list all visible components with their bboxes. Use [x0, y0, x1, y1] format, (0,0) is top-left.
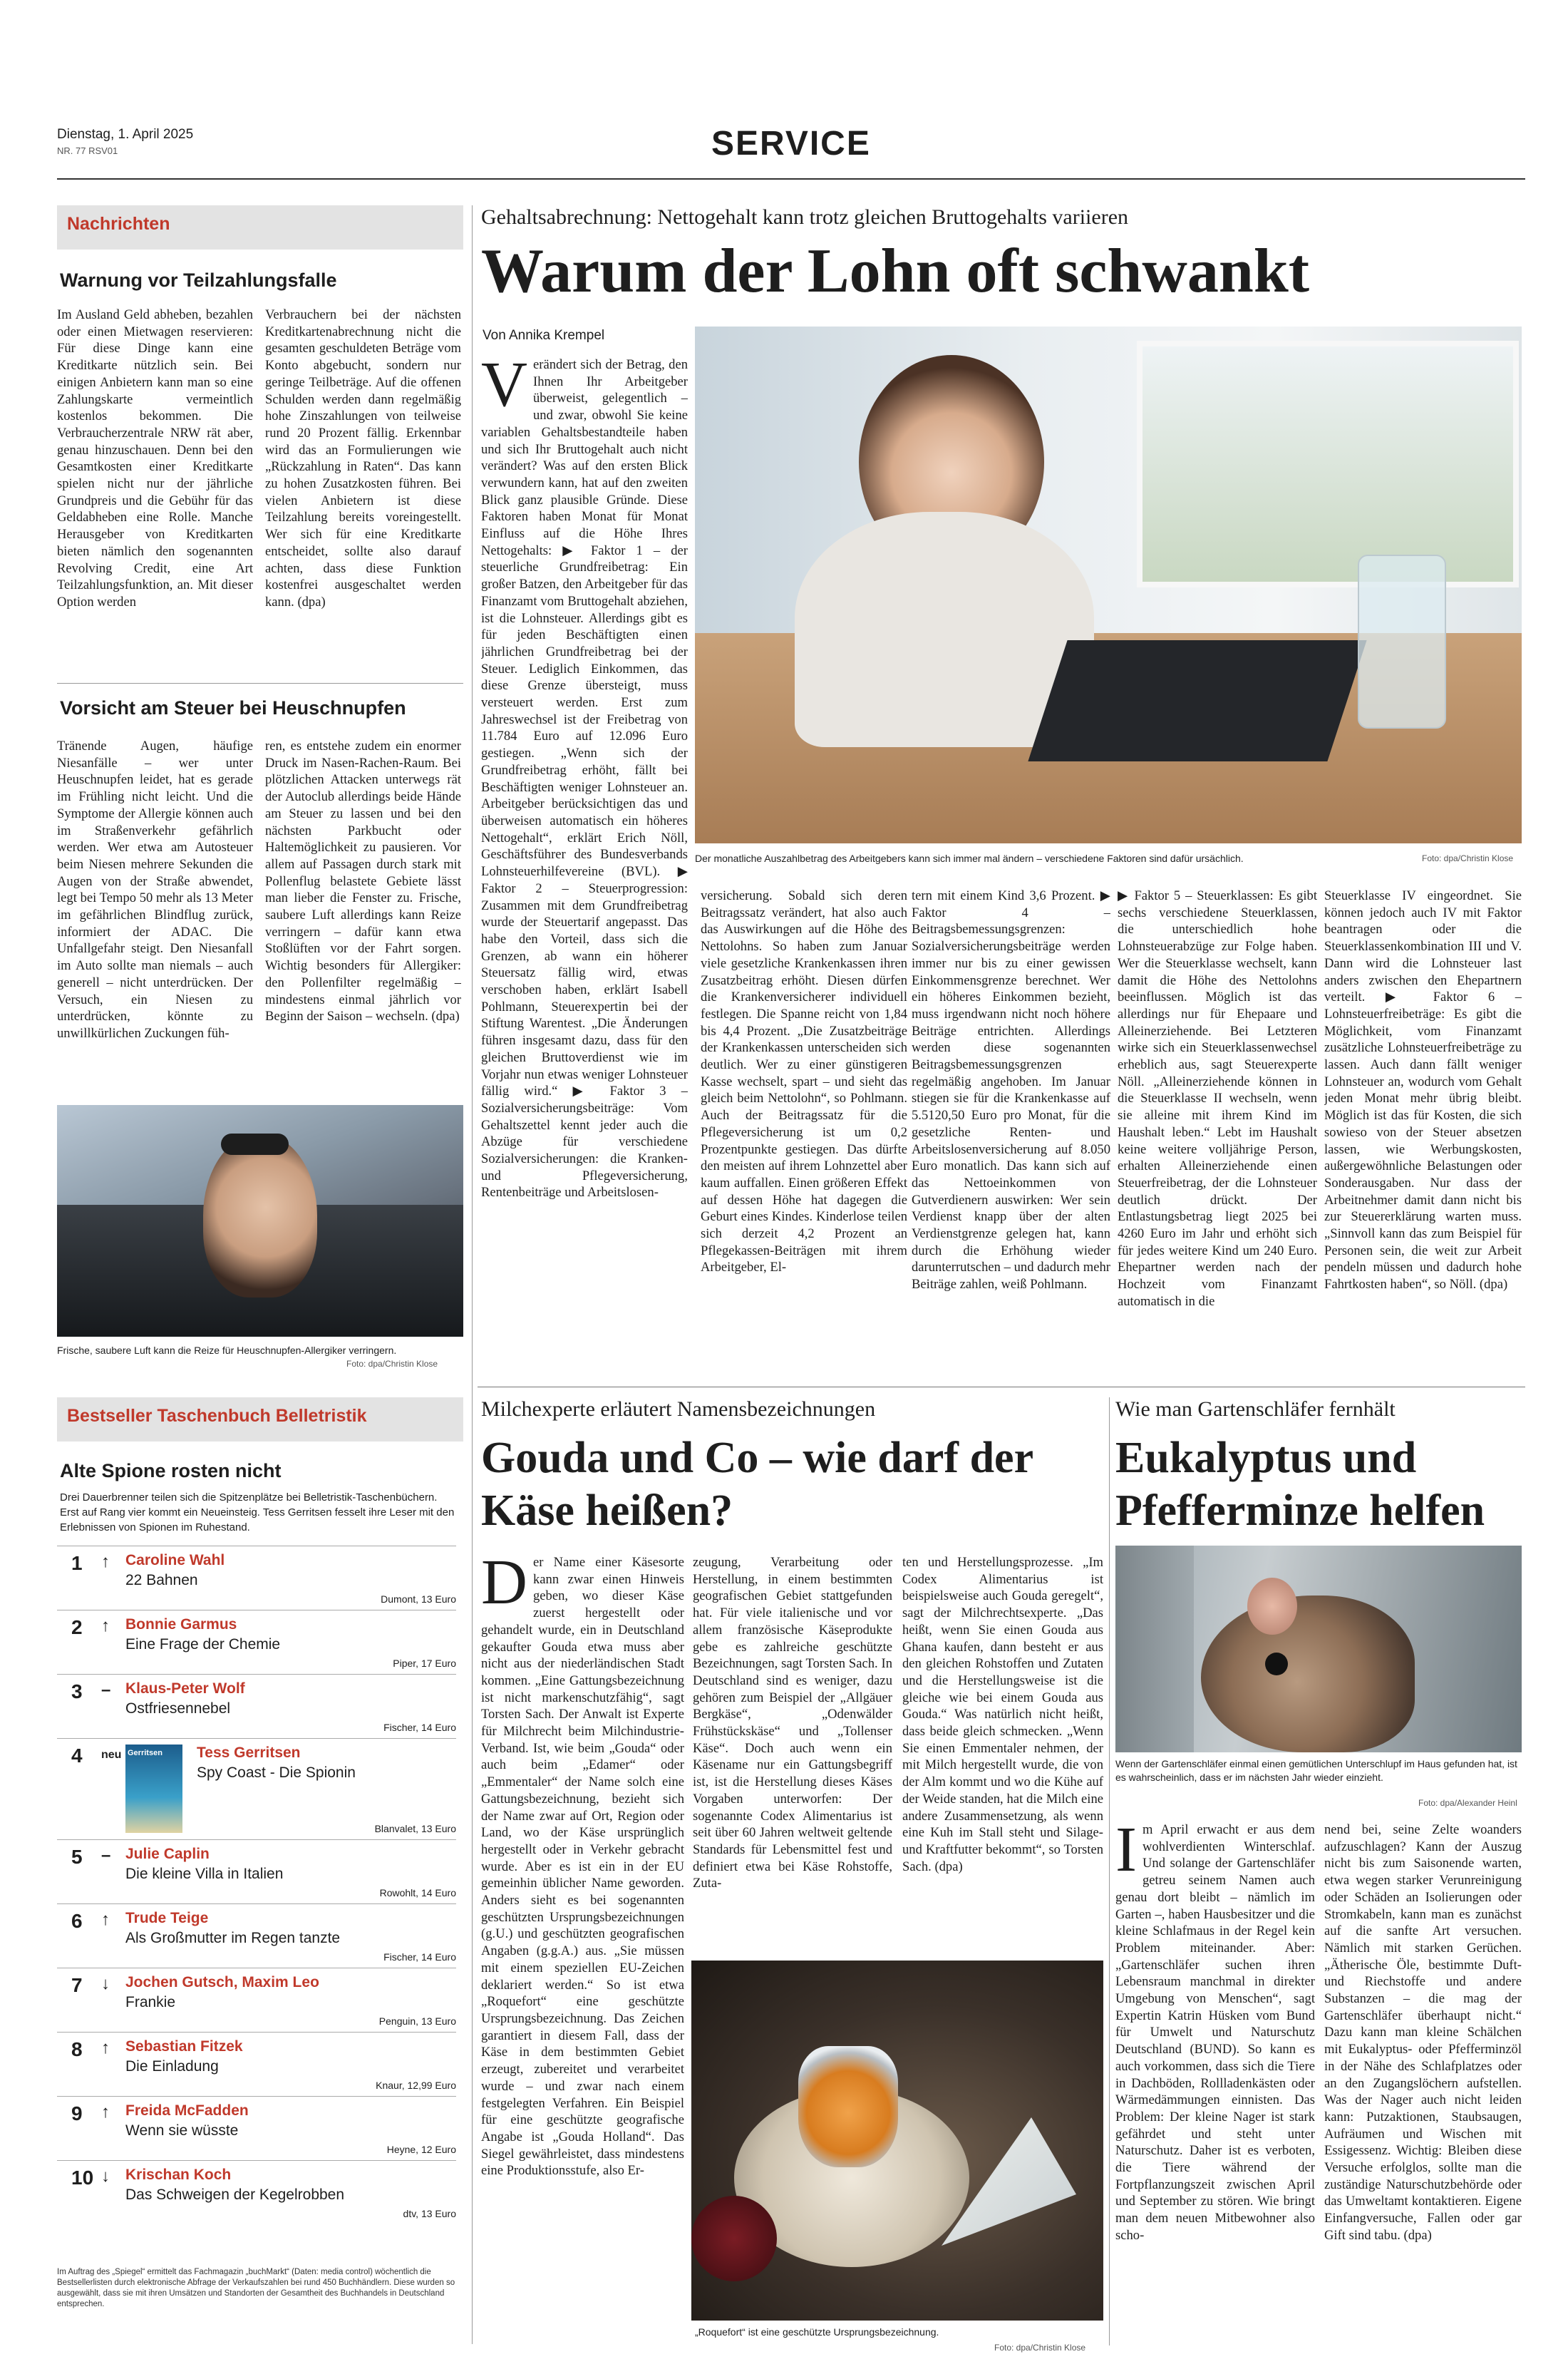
- bestseller-row: [57, 1738, 456, 1840]
- bestseller-author: Caroline Wahl: [125, 1552, 225, 1568]
- allergy-photo: [57, 1105, 463, 1337]
- lead-col1: [481, 356, 688, 1372]
- cheese-col2: zeugung, Verarbeitung oder Herstellung, in einem bestimmten geografischen Gebiet stattgefunden hat. Für viele italienische und vor allem französische Käseprodukte gebe es zahlreiche geschützte Bezeichnungen, sagt Torsten Sach. In Deutschland sind es weniger, dazu gehören zum Beispiel der „Allgäuer Bergkäse“, „Odenwälder Frühstückskäse“ und „Tollenser Käse“. Doch auch wenn ein Käsename nur ein Gattungsbegriff ist, ist die Herstellung dieses Käses Vorgaben unterworfen: Der sogenannte Codex Alimentarius ist seit über 60 Jahren weltweit geltende Standards für Lebensmittel fest und definiert etwa bei Käse Rohstoffe, Zuta-: [693, 1555, 892, 1891]
- news-divider: [57, 683, 463, 684]
- bestseller-publisher: Penguin, 13 Euro: [378, 2015, 456, 2027]
- bestseller-book-title: Die Einladung: [125, 2058, 219, 2075]
- bestseller-box-label: Bestseller Taschenbuch Belletristik: [57, 1397, 463, 1442]
- bestseller-row: [57, 1968, 456, 2033]
- right-column-rule: [1109, 1397, 1110, 2345]
- bestseller-row: [57, 1546, 456, 1610]
- bestseller-new-label: neu: [101, 1749, 122, 1761]
- bestseller-trend-icon: ↑: [101, 2102, 110, 2122]
- cheese-col1: [481, 1554, 684, 2345]
- bestseller-author: Bonnie Garmus: [125, 1616, 237, 1633]
- lead-col5: Steuerklasse IV eingeordnet. Sie können jedoch auch IV mit Faktor beantragen oder die Steuerklassenkombination III und V. Dann wird die Lohnsteuer last anders zwischen den Ehepartnern verteilt. ▶ Faktor 6 – Lohnsteuerfreibeträge: Es gibt die Möglichkeit, vom Finanzamt zusätzliche Lohnsteuerfreibeträge zu lassen. Auch dann fällt weniger Lohnsteuer an, wodurch vom Gehalt jeden Monat mehr übrig bleibt. Möglich ist das für Kosten, die sich sowieso von der Steuer absetzen lassen, wie Werbungskosten, außergewöhnliche Belastungen oder Sonderausgaben. Nur dass der Arbeitnehmer damit dann nicht bis zur Steuererklärung warten muss. „Sinnvoll kann das zum Beispiel für Personen sein, die weit zur Arbeit pendeln müssen und dadurch hohe Fahrtkosten haben“, so Nöll. (dpa): [1324, 888, 1522, 1293]
- news-item1-title: Warnung vor Teilzahlungsfalle: [60, 269, 337, 291]
- bestseller-trend-icon: ↑: [101, 2038, 110, 2057]
- masthead-issue: NR. 77 RSV01: [57, 145, 118, 156]
- bestseller-author: Tess Gerritsen: [197, 1745, 301, 1761]
- masthead-rule: [57, 178, 1525, 180]
- cheese-initial: D: [481, 1554, 527, 1618]
- lead-col2: versicherung. Sobald sich deren Beitragssatz verändert, hat also auch das Auswirkungen auf die Höhe des Nettolohns. So haben zum Januar viele gesetzliche Krankenkassen ihren Zusatzbeitrag erhöht. Diesen dürfen die Krankenversicherer individuell festlegen. Die Spanne reicht von 1,84 bis 4,4 Prozent. „Die Zusatzbeiträge der Krankenkassen unterscheiden sich deutlich. Wer zu einer günstigeren Kasse wechselt, spart – und sieht das gleich beim Nettolohn“, so Pohlmann. Auch der Beitragssatz für die Pflegeversicherung ist um 0,2 Prozentpunkte gestiegen. Das dürfte den meisten auf ihrem Lohnzettel aber kaum auffallen. Einen größeren Effekt auf dessen Höhe hat dagegen die Geburt eines Kindes. Kinderlose teilen sich derzeit 4,2 Prozent an Pflegekassen-Beiträgen mit ihrem Arbeitgeber, El-: [701, 888, 907, 1275]
- left-column-rule: [472, 205, 473, 2344]
- bestseller-publisher: Dumont, 13 Euro: [381, 1593, 456, 1605]
- mouse-headline: Eukalyptus und Pfefferminze helfen: [1115, 1434, 1485, 1536]
- lead-col3: tern mit einem Kind 3,6 Prozent. ▶ Faktor 4 – Beitragsbemessungsgrenzen: Sozialversicherungsbeiträge werden immer nur bis zu einer gewissen Einkommensgrenze berechnet. Wer ein höheres Einkommen bezieht, muss irgendwann nicht noch höhere Beiträge entrichten. Allerdings werden diese sogenannten Beitragsbemessungsgrenzen regelmäßig angehoben. Im Januar stiegen sie für die Krankenkasse auf 5.5120,50 Euro pro Monat, für die gesetzliche Renten- und Arbeitslosenversicherung auf 8.050 Euro monatlich. Das kann sich auf das Nettoeinkommen von Gutverdienern auswirken: Wer sein Verdienst knapp über der alten Verdienstgrenze gelegen hat, kann durch die Erhöhung wieder darunterrutschen – und dadurch mehr Beiträge zahlen, weiß Pohlmann.: [912, 888, 1110, 1293]
- bestseller-trend-icon: –: [101, 1846, 111, 1865]
- bestseller-rank: 9: [71, 2102, 83, 2124]
- bestseller-footnote: Im Auftrag des „Spiegel“ ermittelt das Fachmagazin „buchMarkt“ (Daten: media control) wöchentlich die Bestsellerlisten durch elektronische Abfrage der Verkaufszahlen bei rund 450 Buchhändlern. Diese wurden so ausgewählt, dass sie mit ihren Umsätzen und Standorten der Gesamtheit des Buchhandels in Deutschland entsprechen.: [57, 2268, 455, 2308]
- bestseller-book-title: Die kleine Villa in Italien: [125, 1866, 284, 1882]
- bestseller-rank: 5: [71, 1846, 83, 1868]
- bestseller-row: [57, 2160, 456, 2225]
- bestseller-rank: 3: [71, 1680, 83, 1702]
- bestseller-trend-icon: ↑: [101, 1552, 110, 1571]
- lead-byline: Von Annika Krempel: [483, 328, 605, 343]
- bestseller-book-title: Ostfriesennebel: [125, 1700, 231, 1717]
- bestseller-row: [57, 1903, 456, 1968]
- bestseller-publisher: Fischer, 14 Euro: [383, 1722, 456, 1733]
- bestseller-book-title: Das Schweigen der Kegelrobben: [125, 2187, 345, 2203]
- news-box-label: Nachrichten: [57, 205, 463, 250]
- mouse-col1-text: m April erwacht er aus dem wohlverdienten Winterschlaf. Und solange der Gartenschläfer getreu seinem Namen auch genau dort bleibt – nämlich im Garten –, haben Hausbesitzer und die kleine Schlafmaus in der Regel kein Problem miteinander. Aber: „Gartenschläfer suchen ihren Lebensraum manchmal in direkter Umgebung von Menschen“, sagt Expertin Katrin Hüsken vom Bund für Umwelt und Naturschutz Deutschland (BUND). So kann es auch vorkommen, dass sich die Tiere in Dachböden, Rollladenkästen oder Wärmedämmungen einnisten. Das Problem: Der kleine Nager ist stark gefährdet und steht unter Naturschutz. Daher ist es verboten, die Tiere während der Fortpflanzungszeit zwischen April und September zu stören. Wie bringt man dem neuen Mitbewohner also scho-: [1115, 1822, 1315, 2243]
- cheese-credit: Foto: dpa/Christin Klose: [994, 2343, 1086, 2353]
- bestseller-publisher: Blanvalet, 13 Euro: [374, 1823, 456, 1834]
- bestseller-book-title: Wenn sie wüsste: [125, 2122, 239, 2139]
- bestseller-rank: 8: [71, 2038, 83, 2060]
- mouse-initial: I: [1115, 1821, 1137, 1885]
- lead-headline: Warum der Lohn oft schwankt: [481, 237, 1310, 306]
- bestseller-rank: 6: [71, 1910, 83, 1932]
- bestseller-rank: 4: [71, 1745, 83, 1767]
- lead-col4: ▶ Faktor 5 – Steuerklassen: Es gibt sechs verschiedene Steuerklassen, die unterschiedlich hohe Lohnsteuerabzüge zur Folge haben. Wer die Steuerklasse wechselt, kann damit die Höhe des Nettolohns beeinflussen. Möglich ist das allerdings nur für Ehepaare und Alleinerziehende. Bei Letzteren wirke sich ein Steuerklassenwechsel erheblich aus, sagt Steuerexperte Nöll. „Alleinerziehende können in die Steuerklasse II wechseln, wenn sie alleine mit ihrem Kind im Haushalt leben.“ Lebt im Haushalt keine weitere volljährige Person, erhalten Alleinerziehende einen Steuerfreibetrag, der die Lohnsteuer deutlich drückt. Der Entlastungsbetrag liegt 2025 bei 4260 Euro im Jahr und erhöht sich für jedes weitere Kind um 240 Euro. Ehepartner werden nach der Hochzeit vom Finanzamt automatisch in die: [1118, 888, 1317, 1309]
- cheese-photo: [691, 1961, 1103, 2321]
- bestseller-book-title: Frankie: [125, 1994, 176, 2010]
- lead-credit: Foto: dpa/Christin Klose: [1422, 853, 1514, 863]
- news-item2-col2: ren, es entstehe zudem ein enormer Druck im Nasen-Rachen-Raum. Bei plötzlichen Attacken unterwegs rät der Autoclub allerdings beide Hände am Steuer zu lassen und bei den nächsten Parkbucht oder Haltemöglichkeit zu pausieren. Vor allem auf Passagen durch stark mit Pollenflug belastete Gebiete lässt man lieber die Fenster zu. Frische, saubere Luft allerdings kann Reize verringern – dafür kann etwa Stoßlüften vor der Fahrt sorgen. Wichtig besonders für Allergiker: den Pollenfilter regelmäßig – mindestens einmal jährlich vor Beginn der Saison – wechseln. (dpa): [265, 739, 461, 1024]
- bestseller-publisher: Rowohlt, 14 Euro: [379, 1887, 456, 1898]
- cheese-caption: „Roquefort“ ist eine geschützte Ursprungsbezeichnung.: [695, 2326, 939, 2338]
- bestseller-book-title: 22 Bahnen: [125, 1572, 198, 1588]
- lead-photo: [695, 327, 1522, 843]
- bestseller-row: [57, 1839, 456, 1904]
- lead-caption: Der monatliche Auszahlbetrag des Arbeitgebers kann sich immer mal ändern – verschiedene Faktoren sind dafür ursächlich.: [695, 853, 1244, 864]
- bestseller-row: [57, 2096, 456, 2161]
- bestseller-trend-icon: ↓: [101, 2167, 110, 2186]
- cheese-headline: Gouda und Co – wie darf der Käse heißen?: [481, 1434, 1033, 1536]
- mouse-photo: [1115, 1546, 1522, 1752]
- allergy-credit: Foto: dpa/Christin Klose: [346, 1359, 438, 1369]
- bestseller-rank: 1: [71, 1552, 83, 1574]
- masthead-date: Dienstag, 1. April 2025: [57, 127, 194, 142]
- bestseller-publisher: Heyne, 12 Euro: [386, 2144, 456, 2155]
- mouse-credit: Foto: dpa/Alexander Heinl: [1418, 1798, 1517, 1808]
- mouse-col1: [1115, 1821, 1315, 2349]
- bestseller-row: [57, 1674, 456, 1739]
- cheese-kicker: Milchexperte erläutert Namensbezeichnungen: [481, 1397, 876, 1421]
- bestseller-rank: 2: [71, 1616, 83, 1638]
- bestseller-book-title: Eine Frage der Chemie: [125, 1636, 281, 1653]
- bestseller-author: Julie Caplin: [125, 1846, 210, 1862]
- bestseller-trend-icon: ↑: [101, 1616, 110, 1635]
- news-item2-title: Vorsicht am Steuer bei Heuschnupfen: [60, 697, 406, 719]
- bestseller-row: [57, 1610, 456, 1675]
- section-title: SERVICE: [711, 125, 871, 163]
- lead-kicker: Gehaltsabrechnung: Nettogehalt kann trotz gleichen Bruttogehalts variieren: [481, 205, 1129, 229]
- cheese-col3: ten und Herstellungsprozesse. „Im Codex Alimentarius ist beispielsweise auch Gouda geregelt“, sagt der Milchrechtsexperte. „Das heißt, wenn Sie einen Gouda aus Ghana kaufen, dann besteht er aus den gleichen Rohstoffen und Zutaten und die Herstellungsweise ist die gleiche wie bei einem Gouda aus Gouda.“ Was natürlich nicht heißt, dass beide gleich schmecken. „Wenn Sie einen Emmentaler nehmen, der mit Milch hergestellt wurde, die von der Alm kommt und wo die Kühe auf der Weide standen, hat die Milch eine andere Zusammensetzung, als wenn eine Kuh im Stall steht und Silage- und Kraftfutter bekommt“, so Torsten Sach. (dpa): [902, 1555, 1103, 1874]
- bestseller-author: Klaus-Peter Wolf: [125, 1680, 245, 1697]
- bestseller-intro: Drei Dauerbrenner teilen sich die Spitzenplätze bei Belletristik-Taschenbüchern. Erst auf Rang vier kommt ein Neueinsteig. Tess Gerritsen fesselt ihre Leser mit den Erlebnissen von Spionen im Ruhestand.: [60, 1491, 455, 1533]
- bestseller-author: Trude Teige: [125, 1910, 209, 1926]
- mouse-kicker: Wie man Gartenschläfer fernhält: [1115, 1397, 1396, 1421]
- cheese-col1-text: er Name einer Käsesorte kann zwar einen Hinweis geben, wo dieser Käse zuerst hergestellt oder gehandelt wurde, ein in Deutschland gekaufter Gouda etwa muss aber nicht aus der niederländischen Stadt kommen. „Eine Gattungsbezeichnung ist nicht markenschutzfähig“, sagt Torsten Sach. Der Anwalt ist Experte für Milchrecht beim Milchindustrie-Verband. Ist, wie beim „Gouda“ oder auch beim „Edamer“ oder „Emmentaler“ der Name solch eine Gattungsbezeichnung, bezieht sich der Name zwar auf Ort, Region oder Land, wo der Käse ursprünglich hergestellt oder in Verkehr gebracht wurde. Aber es ist ein in der EU gemeinhin üblicher Name geworden. Anders sieht es bei sogenannten geschützten Ursprungsbezeichnungen (g.U.) und geschützten geografischen Angaben (g.g.A.) aus. „Sie müssen mit einem speziellen EU-Zeichen deklariert werden.“ So ist etwa „Roquefort“ eine geschützte Ursprungsbezeichnung. Das Zeichen garantiert in diesem Fall, dass der Käse in dem bestimmten Gebiet erzeugt, zubereitet und verarbeitet wurde – und zwar nach einem festgelegten Verfahren. Ein Beispiel für eine geschützte geografische Angabe ist „Gouda Holland“. Das Siegel gewährleistet, dass mindestens eine Produktionsstufe, also Er-: [481, 1555, 684, 2179]
- bestseller-trend-icon: ↑: [101, 1910, 110, 1929]
- bestseller-author: Krischan Koch: [125, 2167, 232, 2183]
- bestseller-publisher: Piper, 17 Euro: [393, 1658, 456, 1669]
- bestseller-trend-icon: –: [101, 1680, 111, 1700]
- bestseller-publisher: Knaur, 12,99 Euro: [376, 2080, 456, 2091]
- allergy-caption: Frische, saubere Luft kann die Reize für Heuschnupfen-Allergiker verringern.: [57, 1345, 397, 1356]
- bestseller-publisher: Fischer, 14 Euro: [383, 1951, 456, 1963]
- bestseller-title: Alte Spione rosten nicht: [60, 1460, 282, 1481]
- news-item2-col1: Tränende Augen, häufige Niesanfälle – wer unter Heuschnupfen leidet, hat es gerade im Frühling nicht leicht. Und die Symptome der Allergie können auch im Straßenverkehr gefährlich werden. Wer etwa am Autosteuer beim Niesen mehrere Sekunden die Augen von der Straße abwendet, legt bei Tempo 50 mehr als 13 Meter im gefährlichen Blindflug zurück, informiert der ADAC. Die Unfallgefahr steigt. Den Niesanfall im Auto sollte man niemals – auch generell – nicht unterdrücken. Der Versuch, ein Niesen zu unterdrücken, könnte zu unwillkürlichen Zuckungen füh-: [57, 739, 253, 1041]
- bestseller-author: Jochen Gutsch, Maxim Leo: [125, 1974, 319, 1990]
- lead-initial: V: [481, 356, 527, 420]
- news-item1-col1: Im Ausland Geld abheben, bezahlen oder einen Mietwagen reservieren: Für diese Dinge kann eine Kreditkarte nützlich sein. Bei einigen Anbietern kann man so eine Zahlungskarte vermeintlich kostenlos bekommen. Die Verbraucherzentrale NRW rät aber, genau hinzuschauen. Denn bei den Gesamtkosten einer Kreditkarte spielen nicht nur der jährliche Grundpreis und die Gebühr für das Geldabheben eine Rolle. Manche Herausgeber von Kreditkarten bieten nämlich den sogenannten Revolving Credit, eine Art Teilzahlungsfunktion, an. Mit dieser Option werden: [57, 307, 253, 610]
- bestseller-book-title: Spy Coast - Die Spionin: [197, 1764, 356, 1781]
- book-cover-image: [125, 1745, 182, 1833]
- bestseller-rank: 7: [71, 1974, 83, 1996]
- news-item1-col2: Verbrauchern bei der nächsten Kreditkartenabrechnung nicht die gesamten geschuldeten Beträge vom Konto abgebucht, sondern nur geringe Teilbeträge. Auf die offenen Schulden werden dann regelmäßig hohe Zinszahlungen von teilweise rund 20 Prozent fällig. Erkennbar wird das an Formulierungen wie „Rückzahlung in Raten“. Das kann zu hohen Zusatzkosten führen. Bei vielen Anbietern ist diese Teilzahlung bereits voreingestellt. Wer sich für eine Kreditkarte entscheidet, sollte also darauf achten, dass diese Funktion kostenfrei ausgeschaltet werden kann. (dpa): [265, 307, 461, 610]
- bestseller-publisher: dtv, 13 Euro: [403, 2208, 456, 2219]
- bestseller-author: Freida McFadden: [125, 2102, 249, 2119]
- bestseller-row: [57, 2032, 456, 2097]
- mouse-caption: Wenn der Gartenschläfer einmal einen gemütlichen Unterschlupf im Haus gefunden hat, ist es wahrscheinlich, dass er im nächsten Jahr wieder einzieht.: [1115, 1758, 1517, 1783]
- bestseller-author: Sebastian Fitzek: [125, 2038, 243, 2055]
- lead-col1-text: erändert sich der Betrag, den Ihnen Ihr Arbeitgeber überweist, gelegentlich – und zwar, obwohl Sie keine variablen Gehaltsbestandteile haben und sich Ihr Bruttogehalt auch nicht verändert? Was auf den ersten Blick verwundern kann, hat auf den zweiten Blick ganz plausible Gründe. Diese Faktoren haben Monat für Monat Einfluss auf die Höhe Ihres Nettogehalts: ▶ Faktor 1 – der steuerliche Grundfreibetrag: Ein großer Batzen, den Arbeitgeber für das Finanzamt vom Bruttogehalt abziehen, ist die Lohnsteuer. Allerdings gibt es für jeden Beschäftigten einen jährlichen Grundfreibetrag bei der Steuer. Lediglich Einkommen, das diese Grenze übersteigt, muss versteuert werden. Erst zum Jahreswechsel ist der Freibetrag von 11.784 Euro auf 12.096 Euro gestiegen. „Wenn sich der Grundfreibetrag erhöht, fällt bei Beschäftigten weniger Lohnsteuer an. Arbeitgeber berücksichtigen das und überweisen automatisch ein höheres Nettogehalt“, erklärt Erich Nöll, Geschäftsführer des Bundesverbands Lohnsteuerhilfevereine (BVL). ▶ Faktor 2 – Steuerprogression: Zusammen mit dem Grundfreibetrag wurde der Steuertarif angepasst. Das habe den Vorteil, dass sich die Grenzen, ab wann ein höherer Steuersatz fällig wird, etwas verschoben haben, erklärt Isabell Pohlmann, Steuerexpertin bei der Stiftung Warentest. „Die Änderungen führen insgesamt dazu, dass für den gleichen Bruttoverdienst wie im Vorjahr nun etwas weniger Lohnsteuer fällig wird.“ ▶ Faktor 3 – Sozialversicherungsbeiträge: Vom Gehaltszettel kennt jeder auch die Abzüge für verschiedene Sozialversicherungen: die Kranken- und Pflegeversicherung, Rentenbeiträge und Arbeitslosen-: [481, 357, 688, 1201]
- bestseller-rank: 10: [71, 2167, 94, 2189]
- book-cover-label: Gerritsen: [128, 1749, 163, 1757]
- bestseller-book-title: Als Großmutter im Regen tanzte: [125, 1930, 341, 1946]
- bestseller-trend-icon: ↓: [101, 1974, 110, 1993]
- mouse-col2: nend bei, seine Zelte woanders aufzuschlagen? Kann der Auszug nicht bis zum Saisonende warten, etwa wegen starker Verunreinigung oder Schäden an Isolierungen oder Stromkabeln, kann man es zunächst auf die sanfte Art versuchen. Nämlich mit starken Gerüchen. „Ätherische Öle, bestimmte Duft- und Riechstoffe und andere Substanzen – die mag der Gartenschläfer überhaupt nicht.“ Dazu kann man kleine Schälchen mit Eukalyptus- oder Pfefferminzöl in der Nähe des Schlafplatzes oder an den Zugangslöchern aufstellen. Was der Nager auch nicht leiden kann: Putzaktionen, Staubsaugen, Aufräumen und Wischen mit Essigessenz. Wichtig: Bleiben diese Versuche erfolglos, sollte man die zuständige Naturschutzbehörde oder das Umweltamt kontaktieren. Eigene Einfangversuche, Fallen oder gar Gift sind tabu. (dpa): [1324, 1822, 1522, 2243]
